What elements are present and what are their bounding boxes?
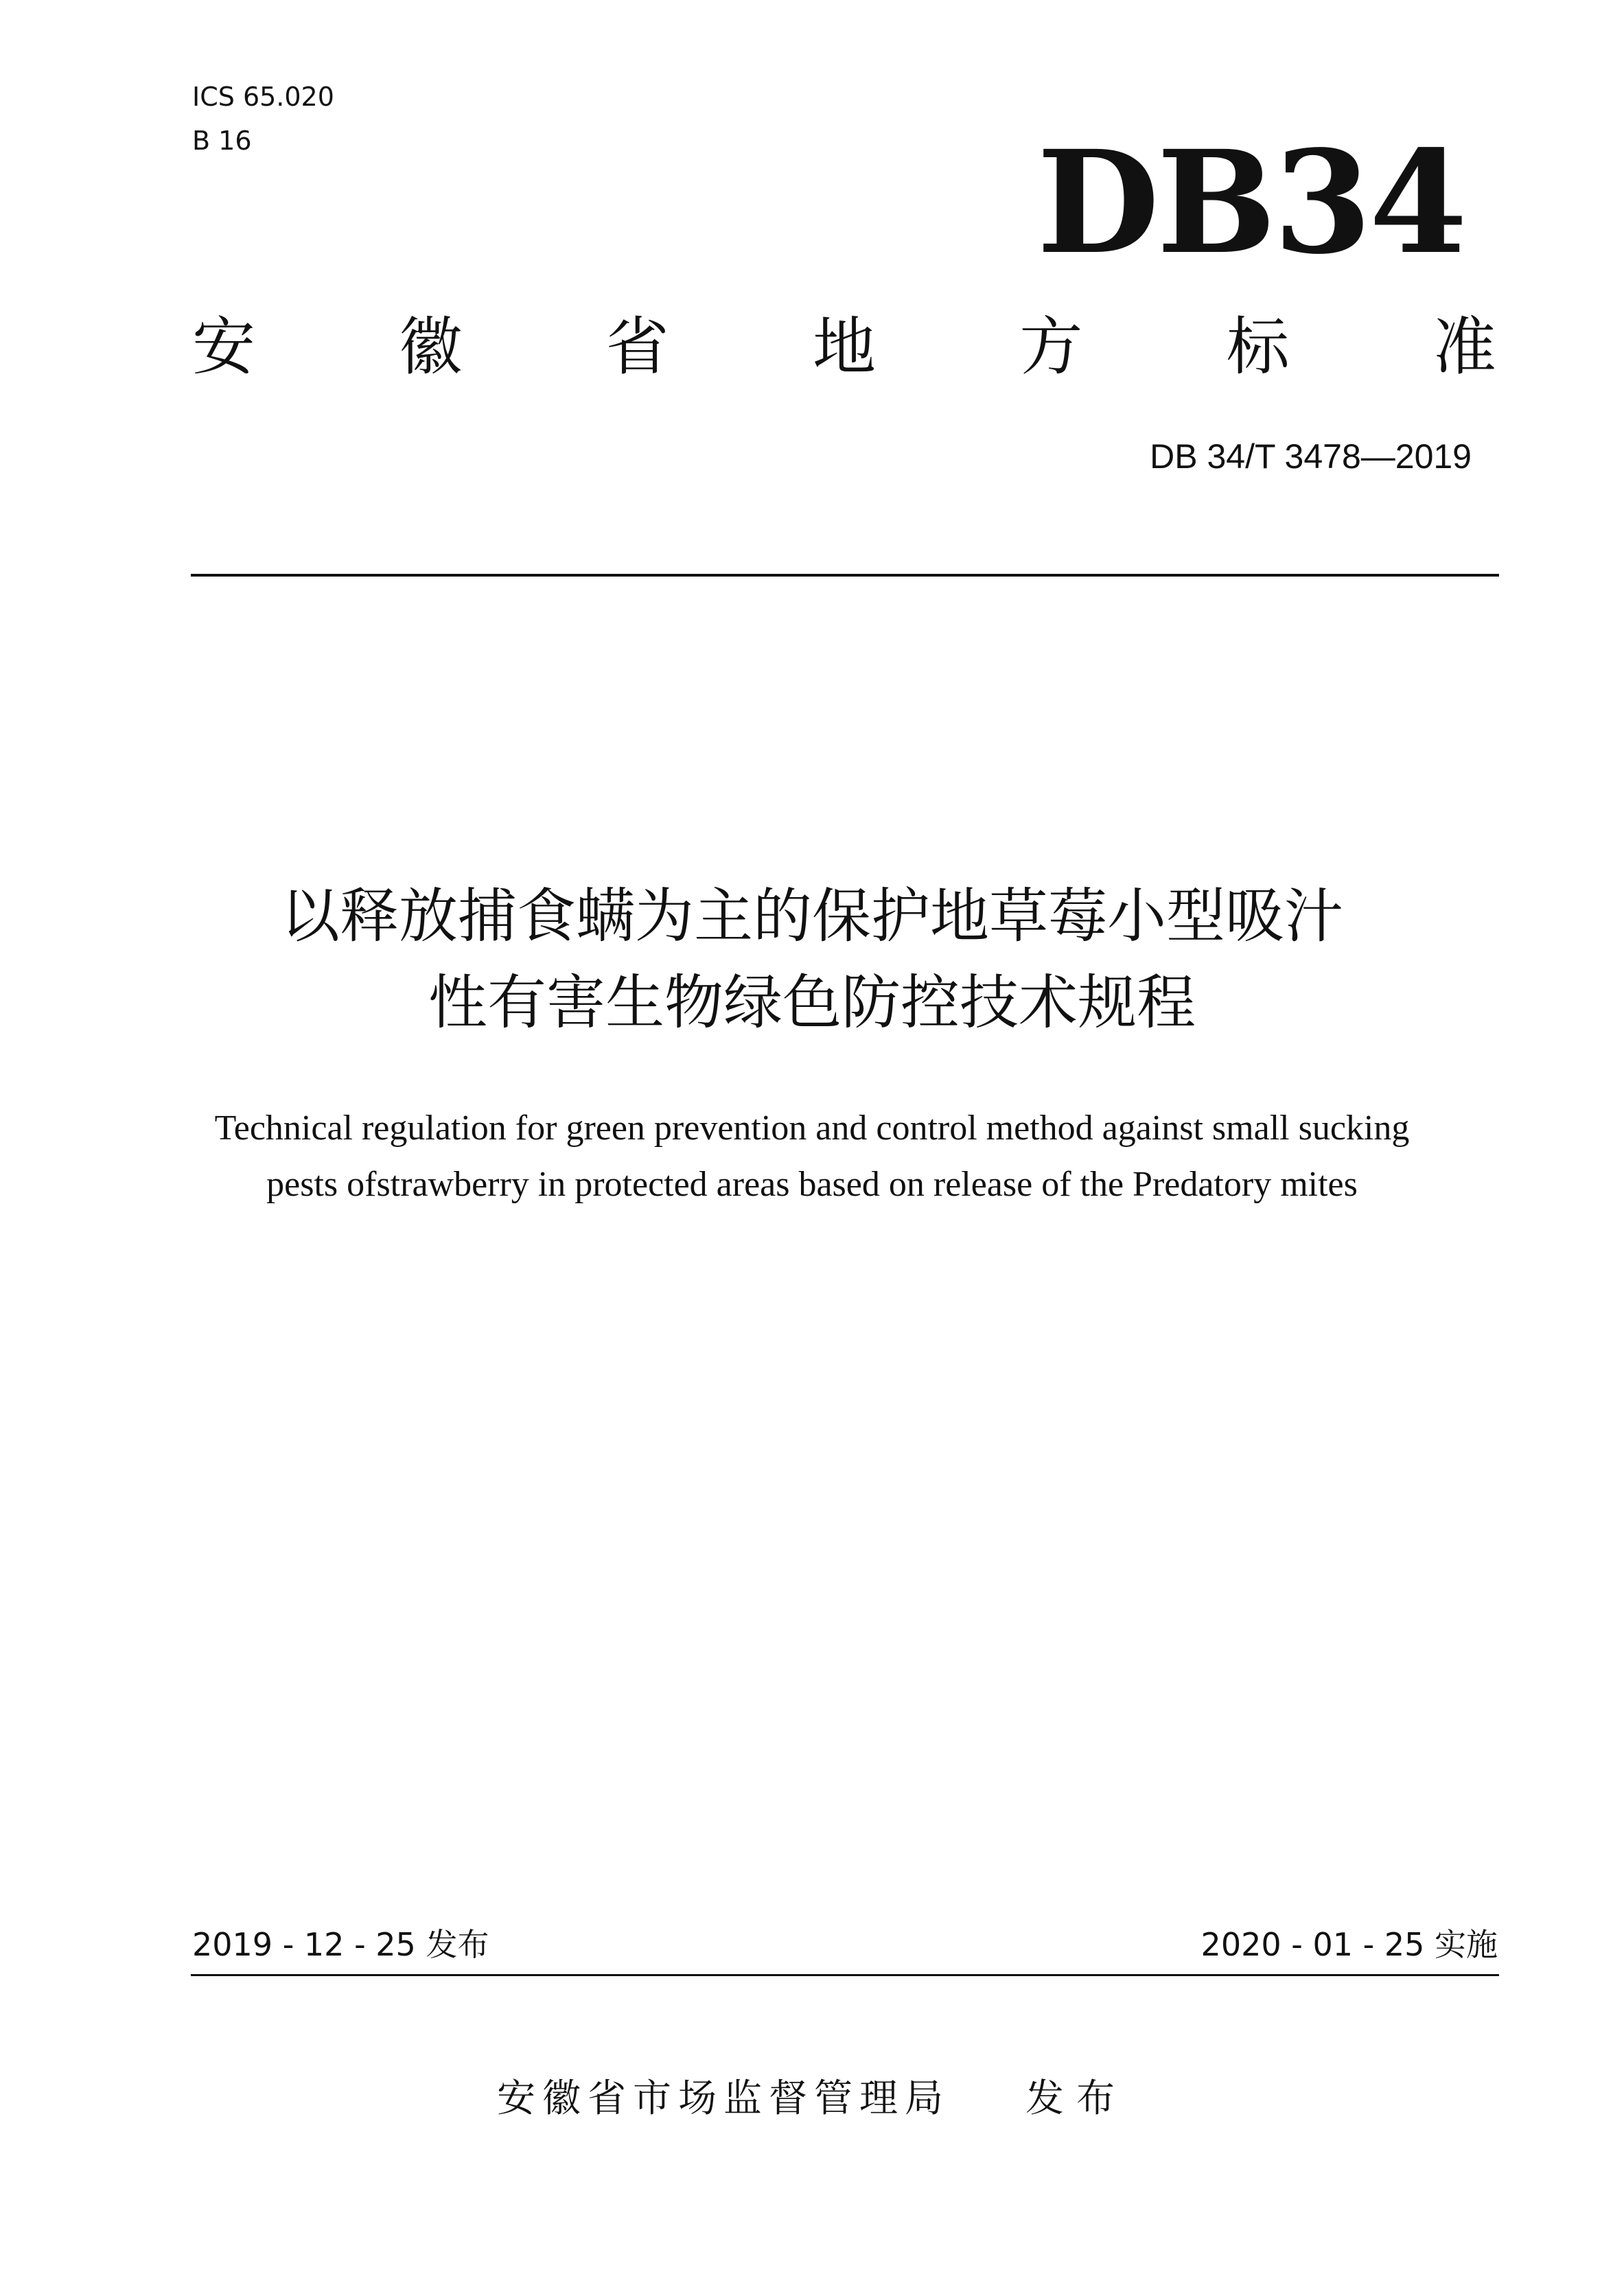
standard-type-char: 准: [1432, 310, 1496, 384]
title-en-line-2: pests ofstrawberry in protected areas based on release of the Predatory mites: [266, 1165, 1358, 1204]
implementation-date: 2020 - 01 - 25 实施: [1200, 1926, 1498, 1963]
issuer-line: [0, 2076, 1624, 2121]
standard-type-char: 标: [1226, 310, 1290, 384]
footer-divider: [191, 1974, 1499, 1976]
title-en-line-1: Technical regulation for green prevention and control method against small sucking: [214, 1109, 1410, 1148]
issue-date: 2019 - 12 - 25 发布: [192, 1926, 489, 1963]
ccs-code: B 16: [192, 126, 252, 156]
title-zh-line-1: 以释放捕食螨为主的保护地草莓小型吸汁: [281, 882, 1343, 951]
standard-type-char: 安: [192, 310, 256, 384]
standard-code-logo: DB34: [1036, 119, 1465, 286]
standard-type-char: 方: [1019, 310, 1083, 384]
standard-number: DB 34/T 3478—2019: [1150, 437, 1472, 476]
header-divider: [191, 574, 1499, 577]
standard-type-char: 地: [812, 310, 876, 384]
issuer-action: 发布: [1025, 2076, 1127, 2121]
standard-type-heading: [192, 310, 1496, 384]
title-zh-line-2: 性有害生物绿色防控技术规程: [428, 969, 1196, 1037]
issuer-name: 安徽省市场监督管理局: [497, 2076, 950, 2121]
standard-type-char: 省: [605, 310, 669, 384]
ics-code: ICS 65.020: [192, 82, 334, 112]
standard-type-char: 徽: [399, 310, 463, 384]
